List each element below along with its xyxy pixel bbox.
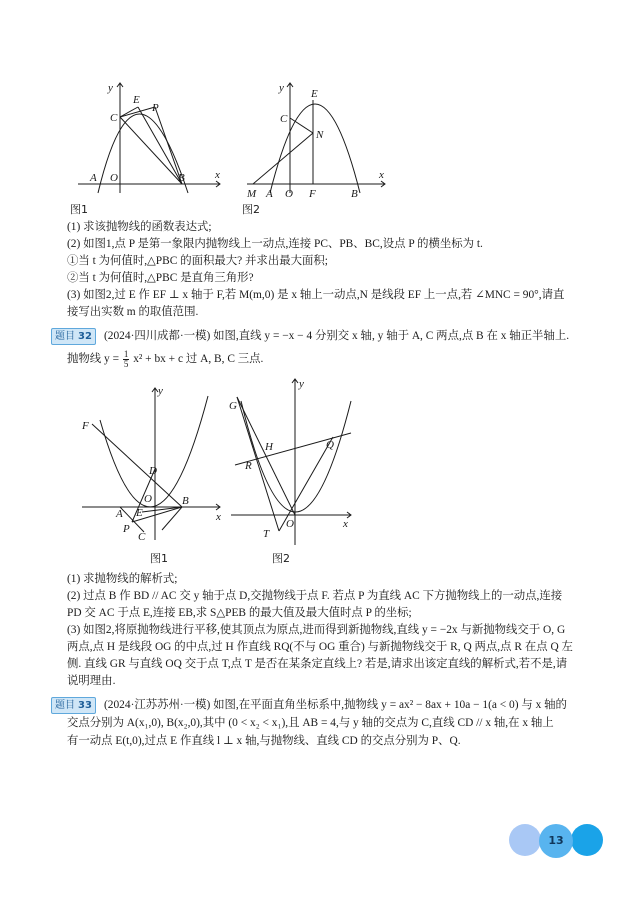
svg-text:Q: Q [326, 439, 334, 451]
q32-figure-1 [78, 380, 230, 548]
svg-text:G: G [229, 400, 237, 412]
top-figure-1 [70, 75, 230, 197]
svg-text:O: O [144, 493, 152, 505]
svg-text:M: M [247, 188, 257, 197]
svg-text:F: F [82, 420, 89, 432]
q31-part1: (1) 求该抛物线的函数表达式; [67, 221, 212, 233]
svg-text:C: C [138, 531, 146, 543]
label-y: y [108, 82, 113, 94]
svg-text:F: F [309, 188, 316, 197]
q32-part1: (1) 求抛物线的解析式; [67, 573, 178, 585]
svg-text:O: O [285, 188, 293, 197]
top-fig1-caption: 图1 [70, 203, 88, 216]
label-c: C [110, 112, 118, 124]
parabola [100, 396, 208, 507]
svg-text:A: A [266, 188, 273, 197]
q31-part2-2: ②当 t 为何值时,△PBC 是直角三角形? [67, 272, 254, 284]
page-deco-circle-right [571, 824, 603, 856]
svg-text:B: B [351, 188, 358, 197]
label-x: x [215, 169, 220, 181]
page-deco-circle-left [509, 824, 541, 856]
q32-part3-cont1: 两点,点 H 是线段 OG 的中点,过 H 作直线 RQ(不与 OG 重合) 与新抛物线交于 R, Q 两点,点 R 在点 Q 左 [67, 641, 573, 653]
svg-text:R: R [245, 460, 252, 472]
label-e: E [133, 94, 140, 106]
q32-part3-cont3: 说明理由. [67, 675, 116, 687]
svg-text:x: x [379, 169, 384, 181]
svg-text:P: P [123, 523, 130, 535]
label-b: B [178, 172, 185, 184]
q32-part2: (2) 过点 B 作 BD // AC 交 y 轴于点 D,交抛物线于点 F. 若点 P 为直线 AC 下方抛物线上的一动点,连接 [67, 590, 563, 602]
segment-cb [120, 117, 182, 184]
svg-text:y: y [299, 378, 304, 390]
svg-text:A: A [116, 508, 123, 520]
top-figure-2 [243, 75, 393, 197]
q31-part2: (2) 如图1,点 P 是第一象限内抛物线上一动点,连接 PC、PB、BC,设点 P 的横坐标为 t. [67, 238, 483, 250]
label-p: P [152, 102, 159, 114]
svg-text:O: O [286, 518, 294, 530]
q33-stem-line3: 有一动点 E(t,0),过点 E 作直线 l ⊥ x 轴,与抛物线、直线 CD 的交点分别为 P、Q. [67, 735, 461, 747]
svg-text:E: E [311, 88, 318, 100]
segment-mn [253, 133, 313, 184]
q33-stem-line2: 交点分别为 A(x₁,0), B(x₂,0),其中 (0 < x₂ < x₁),且 AB = 4,与 y 轴的交点为 C,直线 CD // x 轴,在 x 轴上 [67, 717, 554, 729]
page-number: 13 [539, 824, 573, 858]
q31-part3-cont: 接写出实数 m 的取值范围. [67, 306, 199, 318]
svg-text:y: y [279, 82, 284, 94]
segment-cp [120, 107, 155, 117]
q32-part3-cont2: 侧. 直线 GR 与直线 OQ 交于点 T,点 T 是否在某条定直线上? 若是,请求出该定直线的解析式,若不是,请 [67, 658, 568, 670]
svg-text:N: N [316, 129, 324, 141]
svg-text:T: T [263, 528, 270, 540]
segment-eb [142, 507, 182, 512]
line-gt [237, 397, 279, 531]
question-badge-33: 题目 33 [51, 697, 96, 714]
svg-text:B: B [182, 495, 189, 507]
svg-text:x: x [216, 511, 221, 523]
top-fig2-caption: 图2 [242, 203, 260, 216]
svg-text:x: x [343, 518, 348, 530]
svg-text:E: E [136, 507, 143, 519]
fraction-one-fifth: $\frac{1}{5}$ [123, 349, 129, 369]
svg-text:D: D [149, 465, 157, 477]
svg-text:C: C [280, 113, 288, 125]
new-parabola [241, 401, 351, 512]
label-o: O [110, 172, 118, 184]
q32-part3: (3) 如图2,将原抛物线进行平移,使其顶点为原点,进而得到新抛物线,直线 y = −2x 与新抛物线交于 O, G [67, 624, 566, 636]
q32-stem-line1: (2024·四川成都·一模) 如图,直线 y = −x − 4 分别交 x 轴, y 轴于 A, C 两点,点 B 在 x 轴正半轴上. [104, 330, 570, 342]
svg-text:H: H [265, 441, 273, 453]
q33-stem-line1: (2024·江苏苏州·一模) 如图,在平面直角坐标系中,抛物线 y = ax² − 8ax + 10a − 1(a < 0) 与 x 轴的 [104, 699, 567, 711]
segment-nc [290, 118, 313, 133]
q32-fig1-caption: 图1 [150, 552, 168, 565]
q31-part2-1: ①当 t 为何值时,△PBC 的面积最大? 并求出最大面积; [67, 255, 328, 267]
label-a: A [90, 172, 97, 184]
line-bd [92, 424, 182, 507]
q32-fig2-caption: 图2 [272, 552, 290, 565]
question-badge-32: 题目 32 [51, 328, 96, 345]
q31-part3: (3) 如图2,过 E 作 EF ⊥ x 轴于 F,若 M(m,0) 是 x 轴上一动点,N 是线段 EF 上一点,若 ∠MNC = 90°,请直 [67, 289, 565, 301]
q32-part2-cont: PD 交 AC 于点 E,连接 EB,求 S△PEB 的最大值及最大值时点 P 的坐标; [67, 607, 412, 619]
svg-text:y: y [158, 385, 163, 397]
q32-figure-2 [225, 375, 365, 547]
q32-stem-line2: 抛物线 y = $\frac{1}{5}$ x² + bx + c 过 A, B, C 三点. [67, 349, 264, 369]
